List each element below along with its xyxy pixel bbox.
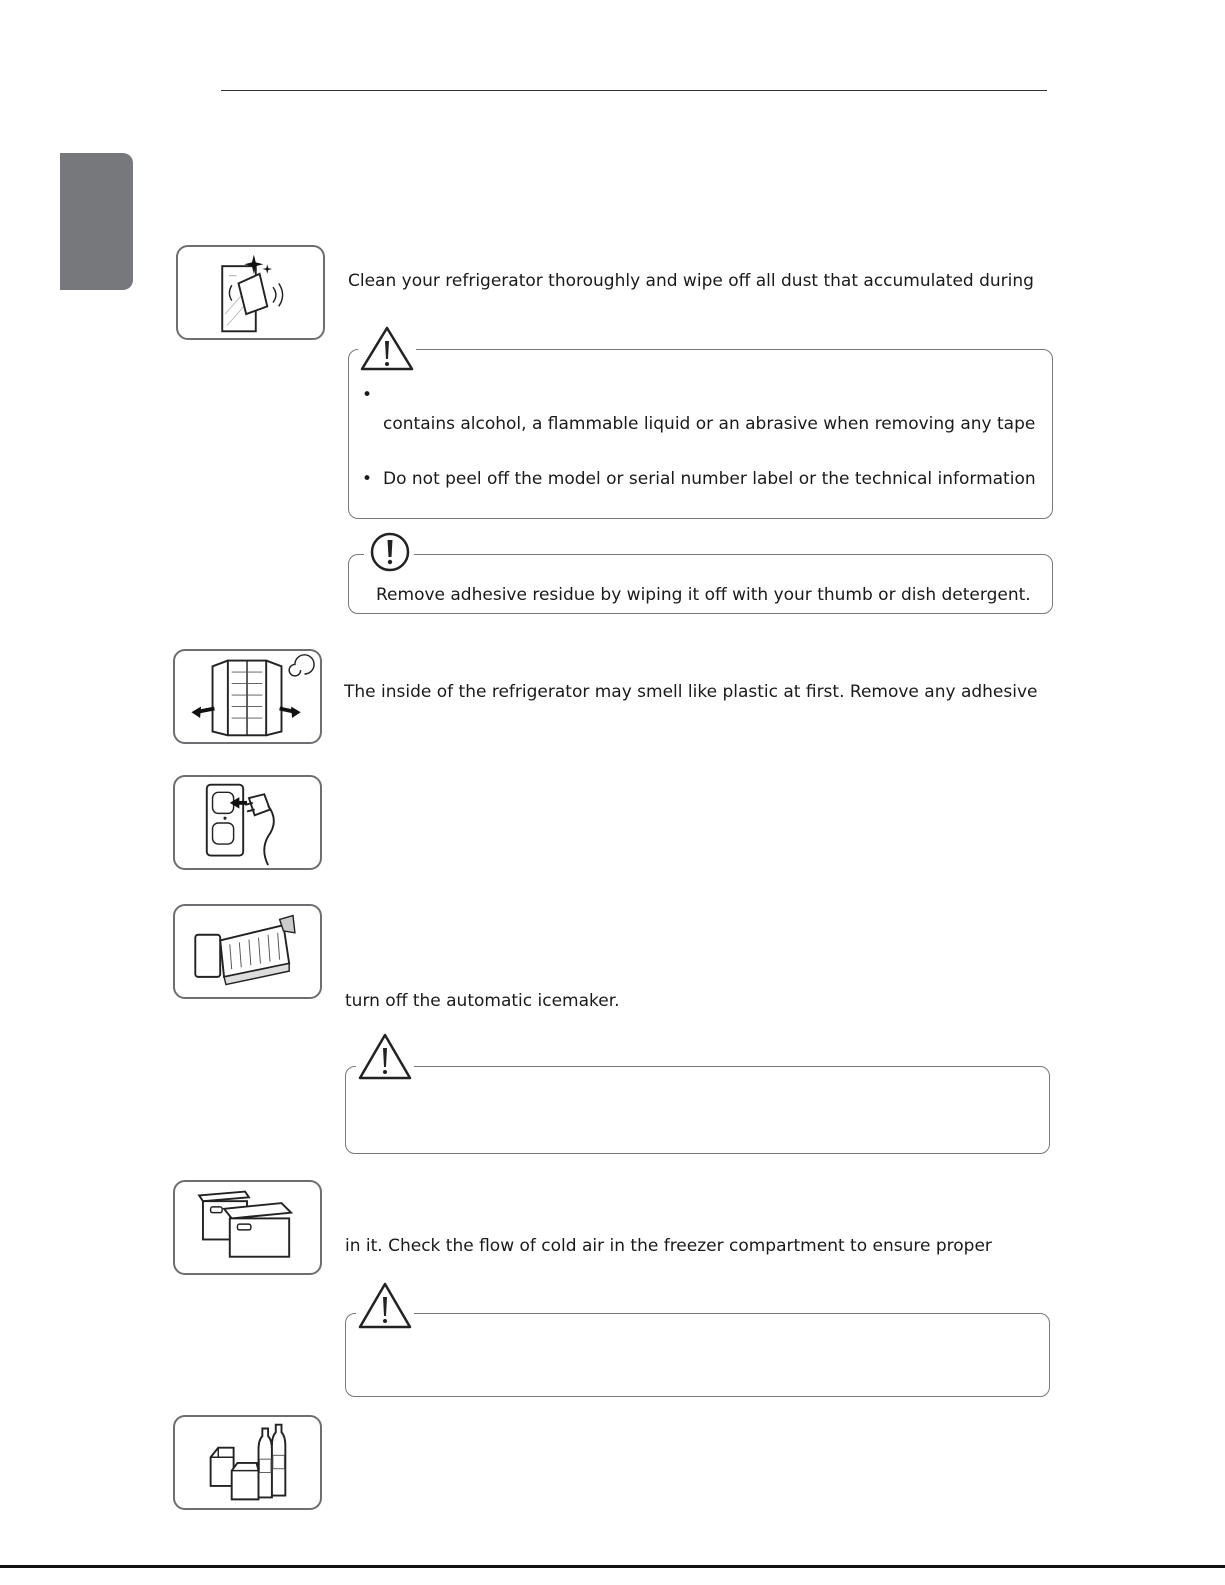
warning-1-bullet-1-line-2: contains alcohol, a flammable liquid or an abrasive when removing any tape [383, 414, 1036, 434]
section-tab [60, 153, 133, 290]
warning-triangle-icon [358, 325, 416, 373]
storage-boxes-icon [173, 1180, 322, 1275]
warning-triangle-icon [356, 1281, 414, 1331]
footer-rule [0, 1565, 1225, 1568]
warning-box-3 [345, 1313, 1050, 1397]
warning-1-bullet-2-marker: • [362, 469, 373, 489]
step-5-text: in it. Check the flow of cold air in the freezer compartment to ensure proper [345, 1236, 992, 1256]
note-1-text: Remove adhesive residue by wiping it off with your thumb or dish detergent. [376, 585, 1031, 605]
exclamation-circle-icon [364, 530, 414, 574]
cleaning-cloth-icon [176, 245, 325, 340]
warning-1-bullet-2: Do not peel off the model or serial number label or the technical information [383, 469, 1036, 489]
open-refrigerator-icon [173, 649, 322, 744]
step-4-text: turn off the automatic icemaker. [345, 991, 620, 1011]
step-1-text: Clean your refrigerator thoroughly and wipe off all dust that accumulated during [348, 271, 1034, 291]
step-2-text: The inside of the refrigerator may smell like plastic at first. Remove any adhesive [344, 682, 1038, 702]
warning-box-2 [345, 1066, 1050, 1154]
power-plug-icon [173, 775, 322, 870]
warning-1-bullet-1: • [362, 385, 373, 405]
warning-triangle-icon [356, 1032, 414, 1082]
icemaker-icon [173, 904, 322, 999]
food-drinks-icon [173, 1415, 322, 1510]
header-rule [221, 90, 1047, 91]
